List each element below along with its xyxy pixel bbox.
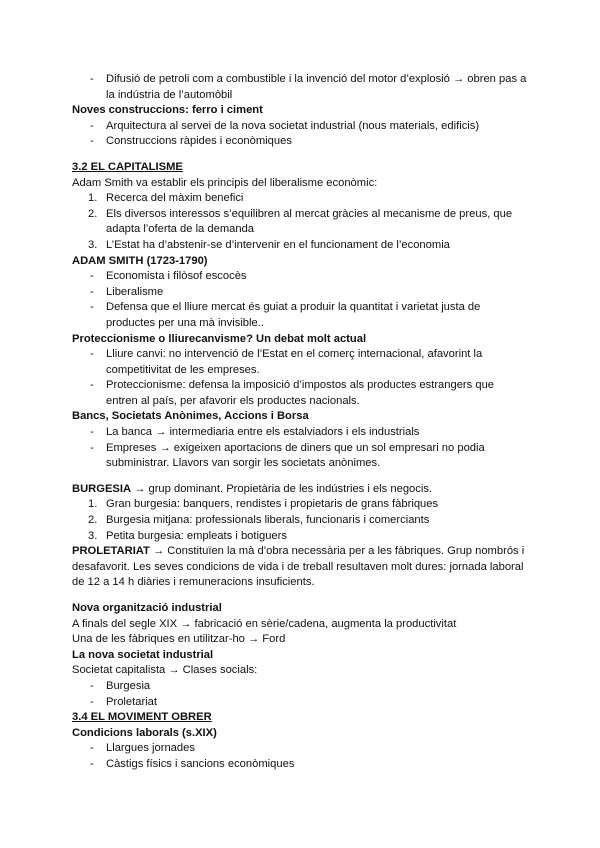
list-item: - Proteccionisme: defensa la imposició d’impostos als productes estrangers que	[90, 379, 495, 392]
list-item: - Llargues jornades	[90, 742, 195, 755]
list-item-continuation: subministrar. Llavors van sorgir les societats anònimes.	[106, 457, 381, 470]
numbered-item: 3. L’Estat ha d’abstenir-se d’intervenir en el funcionament de l’economia	[88, 238, 450, 251]
numbered-item: 3. Petita burgesia: empleats i botiguers	[88, 529, 287, 542]
section-title: ADAM SMITH (1723-1790)	[72, 254, 208, 267]
paragraph: Adam Smith va establir els principis del liberalisme econòmic:	[72, 176, 378, 189]
list-item: - Lliure canvi: no intervenció de l’Estat en el comerç internacional, afavorint la	[90, 348, 483, 361]
numbered-item: 2. Els diversos interessos s’equilibren al mercat gràcies al mecanisme de preus, que	[88, 207, 513, 220]
list-item: - Arquitectura al servei de la nova societat industrial (nous materials, edificis)	[90, 119, 480, 132]
section-title: Bancs, Societats Anònimes, Accions i Borsa	[72, 410, 309, 423]
paragraph-line: Societat capitalista → Clases socials:	[72, 664, 258, 677]
list-item: - Economista i filòsof escocès	[90, 270, 247, 283]
numbered-item: 1. Gran burgesia: banquers, rendistes i propietaris de grans fàbriques	[88, 498, 439, 511]
numbered-item: 1. Recerca del màxim benefici	[88, 192, 244, 205]
list-item-continuation: productes per una mà invisible..	[106, 316, 264, 329]
list-item-continuation: entren al país, per afavorir els productes nacionals.	[106, 394, 360, 407]
section-title: Nova organització industrial	[72, 602, 222, 614]
document-page	[72, 72, 532, 773]
section-title: Condicions laborals (s.XIX)	[72, 726, 217, 739]
paragraph-line: A finals del segle XIX → fabricació en sèrie/cadena, augmenta la productivitat	[72, 617, 457, 630]
paragraph: BURGESIA → grup dominant. Propietària de les indústries i els negocis.	[72, 482, 433, 495]
list-item: - Construccions ràpides i econòmiques	[90, 135, 292, 148]
list-item: - Liberalisme	[90, 285, 164, 298]
section-title: Proteccionisme o lliurecanvisme? Un debat molt actual	[72, 332, 367, 345]
list-item: - Empreses → exigeixen aportacions de diners que un sol empresari no podia	[90, 441, 485, 454]
paragraph-line: desafavorit. Les seves condicions de vida i de treball resultaven molt dures: jornada laboral	[72, 560, 524, 573]
list-item: - Proletariat	[90, 695, 157, 708]
list-item: - Burgesia	[90, 679, 151, 692]
paragraph-line: de 12 a 14 h diàries i remuneracions insuficients.	[72, 576, 315, 589]
numbered-item-continuation: adapta l’oferta de la demanda	[106, 223, 255, 236]
paragraph-line: Una de les fàbriques en utilitzar-ho → Ford	[72, 633, 286, 646]
section-heading: 3.4 EL MOVIMENT OBRER	[72, 711, 212, 724]
section-heading: 3.2 EL CAPITALISME	[72, 160, 183, 173]
list-item: - Difusió de petroli com a combustible i la invenció del motor d’explosió → obren pas a	[90, 73, 527, 85]
list-item-continuation: la indústria de l’automòbil	[106, 88, 233, 101]
list-item: - Defensa que el lliure mercat és guiat a produir la quantitat i varietat justa de	[90, 301, 481, 314]
paragraph: PROLETARIAT → Constituïen la mà d’obra necessària per a les fàbriques. Grup nombrós i	[72, 545, 525, 558]
list-item: - La banca → intermediaria entre els estalviadors i els industrials	[90, 426, 420, 439]
list-item-continuation: competitivitat de les empreses.	[106, 363, 260, 376]
section-title: Noves construccions: ferro i ciment	[72, 104, 263, 117]
numbered-item: 2. Burgesia mitjana: professionals liberals, funcionaris i comerciants	[88, 514, 430, 527]
section-title: La nova societat industrial	[72, 648, 214, 661]
list-item: - Càstigs físics i sancions econòmiques	[90, 757, 295, 770]
